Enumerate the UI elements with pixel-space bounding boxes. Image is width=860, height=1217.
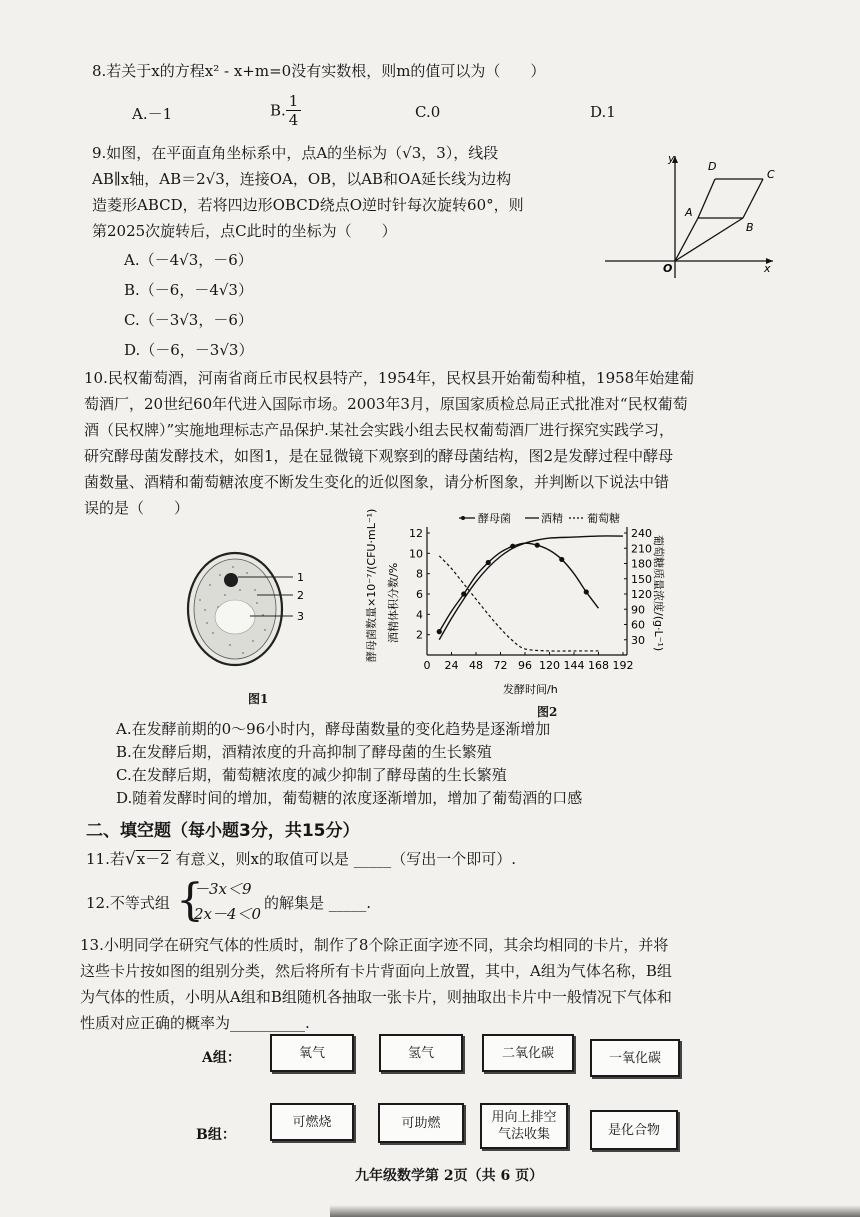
y-right-tick-label: 240	[631, 527, 652, 540]
sqrt-sign: √	[124, 849, 136, 869]
fig2-chart	[355, 505, 680, 720]
label-D: D	[708, 160, 717, 173]
label-B: B	[746, 221, 754, 234]
label-y: y	[668, 152, 675, 165]
x-tick-label: 168	[588, 659, 609, 672]
q12-inequality-2: 2x－4＜0	[194, 905, 262, 923]
card-a-1: 氧气	[270, 1034, 354, 1072]
y-right-tick-label: 60	[631, 618, 645, 632]
q10-choices	[116, 718, 582, 810]
q13-stem-line: 为气体的性质，小明从A组和B组随机各抽取一张卡片，则抽取出卡片中一般情况下气体和	[80, 988, 672, 1006]
q9-stem-line: 第2025次旋转后，点C此时的坐标为（ ）	[92, 222, 397, 240]
chart-plot-area	[409, 527, 652, 672]
y-left-label-2: 酒精体积分数/%	[387, 562, 400, 643]
q8-choice-d: D.1	[590, 103, 616, 121]
yeast-point	[535, 543, 540, 548]
q8-choice-c: C.0	[415, 103, 441, 121]
card-a-3: 二氧化碳	[482, 1034, 574, 1072]
x-tick-label: 24	[444, 659, 459, 672]
card-b-4: 是化合物	[590, 1110, 678, 1150]
q13-stem-line: 这些卡片按如图的组别分类，然后将所有卡片背面向上放置，其中，A组为气体名称，B组	[80, 962, 672, 980]
q10-stem-line: 酒（民权牌）”实施地理标志产品保护.某社会实践小组去民权葡萄酒厂进行探究实践学习，	[84, 421, 674, 439]
section-2-title: 二、填空题（每小题3分，共15分）	[86, 821, 360, 841]
q9-choice-b: B.（－6，－4√3）	[124, 281, 253, 299]
segment-AD	[698, 179, 715, 218]
x-axis-label: 发酵时间/h	[503, 683, 558, 696]
fig1-label-1: 1	[297, 571, 304, 584]
chart-legend	[459, 511, 620, 525]
label-x: x	[764, 262, 771, 275]
yeast-point	[437, 629, 442, 634]
legend-yeast-label: 酵母菌	[478, 512, 511, 525]
x-tick-label: 96	[518, 659, 532, 672]
card-a-2: 氢气	[379, 1034, 463, 1072]
group-a-label: A组：	[202, 1050, 241, 1066]
x-tick-label: 48	[469, 659, 483, 672]
page-footer: 九年级数学第 2页（共 6 页）	[355, 1168, 544, 1184]
q11-radicand: x－2	[136, 850, 170, 868]
alcohol-line	[439, 536, 623, 640]
y-right-label: 葡萄糖质量浓度/(g·L⁻¹)	[652, 535, 665, 652]
q10-stem	[84, 365, 694, 521]
scan-edge-shadow	[330, 1205, 860, 1217]
q11-suffix: 有意义，则x的取值可以是 _____（写出一个即可）.	[170, 850, 516, 868]
y-right-tick-label: 180	[631, 557, 652, 571]
nucleus	[224, 573, 238, 587]
yeast-point	[584, 589, 589, 594]
q10-stem-line: 10.民权葡萄酒，河南省商丘市民权县特产，1954年，民权县开始葡萄种植，1958年始建葡	[84, 369, 695, 387]
q10-stem-line: 萄酒厂，20世纪60年代进入国际市场。2003年3月，原国家质检总局正式批准对“民权葡萄	[84, 395, 688, 413]
x-tick-label: 0	[423, 659, 431, 672]
q10-stem-line: 研究酵母菌发酵技术，如图1，是在显微镜下观察到的酵母菌结构，图2是发酵过程中酵母	[84, 447, 674, 465]
q11-prefix: 11.若	[86, 850, 125, 868]
y-left-tick-label: 6	[416, 588, 423, 601]
label-A: A	[685, 206, 693, 219]
y-left-tick-label: 2	[416, 628, 423, 642]
card-b-1: 可燃烧	[270, 1103, 354, 1141]
q12-inequality-1: －3x＜9	[194, 880, 252, 898]
card-b-2: 可助燃	[378, 1103, 464, 1143]
y-left-label: 酵母菌数量×10⁻⁷/(CFU·mL⁻¹)	[365, 508, 378, 662]
legend-glucose-label: 葡萄糖	[587, 512, 620, 525]
q9-choice-d: D.（－6，－3√3）	[124, 341, 254, 359]
q13-stem-line: 13.小明同学在研究气体的性质时，制作了8个除正面字迹不同，其余均相同的卡片，并将	[80, 936, 669, 954]
group-b-label: B组：	[196, 1127, 236, 1143]
q8-choice-b-prefix: B.	[270, 101, 286, 120]
segment-CB	[743, 179, 763, 218]
fig1-yeast-cell	[185, 545, 325, 680]
fig2-caption: 图2	[537, 705, 558, 719]
q8-choice-a: A.－1	[132, 105, 173, 123]
x-tick-label: 144	[563, 659, 585, 672]
q12-prefix: 12.不等式组	[86, 894, 170, 912]
q9-choice-a: A.（－4√3，－6）	[124, 251, 253, 269]
q8-choice-b	[270, 92, 301, 129]
q10-stem-line: 误的是（ ）	[84, 499, 190, 517]
q10-choice-b: B.在发酵后期，酒精浓度的升高抑制了酵母菌的生长繁殖	[116, 743, 492, 761]
brace: {	[176, 875, 204, 926]
q9-choice-c: C.（－3√3，－6）	[124, 311, 253, 329]
yeast-point	[486, 560, 491, 565]
y-right-tick-label: 150	[631, 572, 652, 586]
y-right-tick-label: 30	[631, 633, 645, 647]
x-tick-label: 120	[539, 659, 560, 672]
q10-stem-line: 菌数量、酒精和葡萄糖浓度不断发生变化的近似图象，请分析图象，并判断以下说法中错	[84, 473, 670, 491]
card-b-3: 用向上排空 气法收集	[480, 1103, 568, 1149]
q13-stem	[80, 932, 672, 1036]
card-a-4: 一氧化碳	[590, 1039, 680, 1077]
segment-OA	[675, 218, 698, 261]
q9-stem-line: 9.如图，在平面直角坐标系中，点A的坐标为（√3，3），线段	[92, 144, 499, 162]
fig1-caption: 图1	[248, 692, 269, 706]
label-O: O	[663, 262, 673, 275]
label-C: C	[767, 168, 775, 181]
y-right-tick-label: 120	[631, 588, 652, 601]
yeast-line	[439, 543, 598, 631]
q9-stem-line: AB∥x轴，AB＝2√3，连接OA，OB，以AB和OA延长线为边构	[92, 170, 512, 188]
fig1-label-2: 2	[297, 589, 304, 602]
q10-choice-d: D.随着发酵时间的增加，葡萄糖的浓度逐渐增加，增加了葡萄酒的口感	[116, 789, 583, 807]
glucose-line	[439, 556, 598, 651]
legend-alcohol-label: 酒精	[541, 512, 563, 525]
q8-stem: 8.若关于x的方程x² - x+m=0没有实数根，则m的值可以为（ ）	[92, 62, 546, 80]
segment-OB	[675, 218, 743, 261]
q8-choice-b-numerator: 1	[286, 92, 302, 111]
y-left-tick-label: 10	[409, 547, 423, 561]
yeast-point	[559, 557, 564, 562]
y-right-tick-label: 210	[631, 542, 652, 556]
y-left-tick-label: 8	[416, 567, 423, 581]
q8-choice-b-fraction	[286, 92, 302, 129]
vacuole	[215, 600, 255, 634]
x-tick-label: 192	[612, 659, 634, 672]
q9-stem-line: 造菱形ABCD，若将四边形OBCD绕点O逆时针每次旋转60°，则	[92, 196, 524, 214]
q8-choice-b-denominator: 4	[288, 111, 299, 129]
q11	[86, 846, 516, 872]
x-tick-label: 72	[493, 659, 508, 672]
q13-stem-line: 性质对应正确的概率为__________.	[80, 1014, 310, 1032]
q9-choices	[124, 245, 253, 365]
q9-stem	[92, 140, 524, 244]
fig1-label-3: 3	[297, 610, 304, 623]
q9-figure	[595, 148, 785, 283]
q10-choice-c: C.在发酵后期，葡萄糖浓度的减少抑制了酵母菌的生长繁殖	[116, 766, 507, 784]
legend-yeast-marker	[461, 516, 465, 520]
q10-choice-a: A.在发酵前期的0～96小时内，酵母菌数量的变化趋势是逐渐增加	[116, 720, 551, 738]
y-left-tick-label: 12	[409, 527, 423, 540]
y-right-tick-label: 90	[631, 603, 645, 617]
y-left-tick-label: 4	[416, 608, 423, 622]
q12-suffix: 的解集是 _____.	[264, 894, 372, 912]
